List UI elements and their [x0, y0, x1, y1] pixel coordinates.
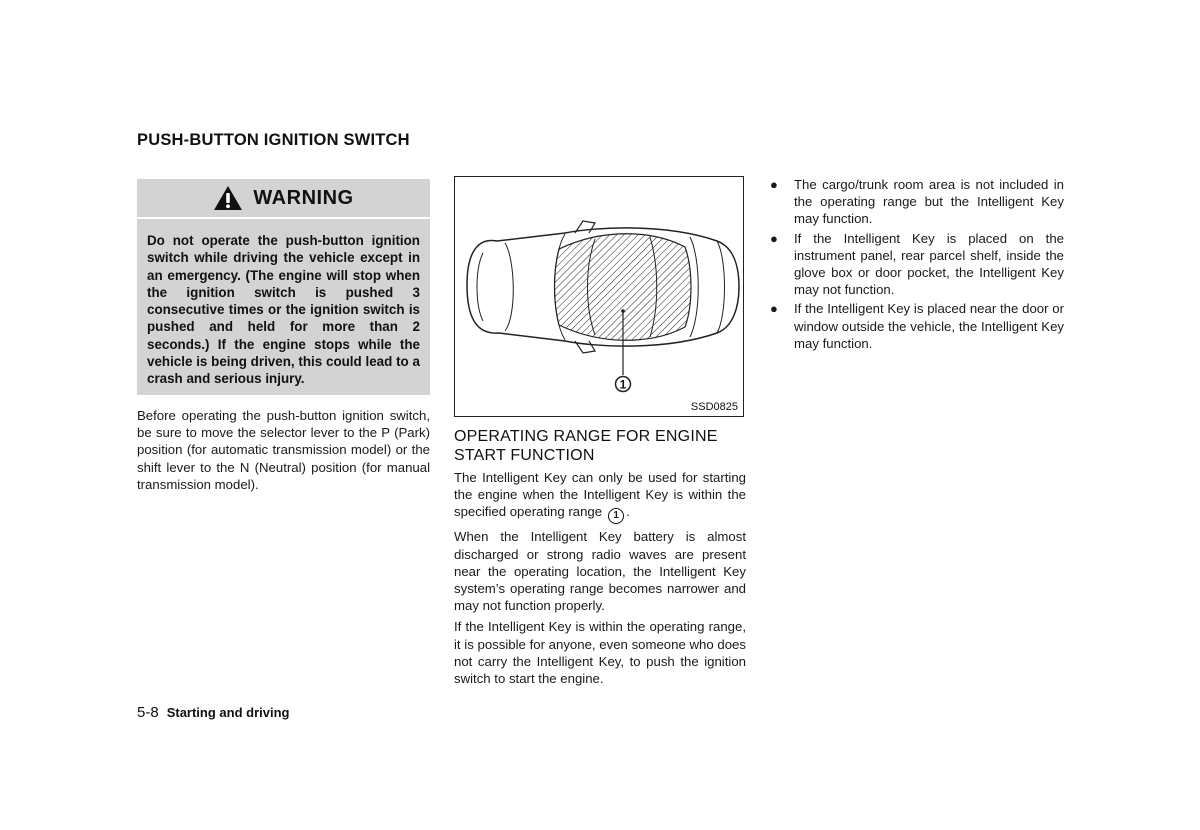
bullet-text: The cargo/trunk room area is not included in the operating range but the Intelligent Key may function. [794, 177, 1064, 227]
warning-box [137, 179, 430, 395]
bullet-text: If the Intelligent Key is placed on the instrument panel, rear parcel shelf, inside the glove box or door pocket, the Intelligent Key may not function. [794, 230, 1064, 298]
bullet-dot: ● [770, 230, 778, 246]
list-item [770, 300, 1064, 352]
bullet-dot: ● [770, 301, 778, 317]
warning-triangle-icon [213, 185, 243, 211]
bullet-list [770, 176, 1064, 354]
bullet-dot: ● [770, 177, 778, 192]
paragraph-1 [454, 469, 746, 524]
intro-paragraph: Before operating the push-button ignition switch, be sure to move the selector lever to the P (Park) position (for automatic transmission model) or the shift lever to the N (Neutral) position (for manual transmission model). [137, 408, 430, 492]
warning-text: Do not operate the push-button ignition switch while driving the vehicle except in an emergency. (The engine will stop when the ignition switch is pushed 3 consecutive times or the ignition switch is pushed and held for more than 2 seconds.) If the engine stops while the vehicle is being driven, this could lead to a crash and serious injury. [147, 233, 420, 387]
figure-callout-label: 1 [619, 377, 627, 392]
paragraph-3: If the Intelligent Key is within the operating range, it is possible for anyone, even someone who does not carry the Intelligent Key, to push the ignition switch to start the engine. [454, 619, 746, 687]
paragraph-2: When the Intelligent Key battery is almost discharged or strong radio waves are present near the operating location, the Intelligent Key system’s operating range becomes narrower and may not function properly. [454, 529, 746, 614]
list-item [770, 176, 1064, 228]
list-item [770, 230, 1064, 299]
car-top-view-illustration [455, 177, 742, 415]
operating-range-text [454, 469, 746, 691]
footer-section-name: Starting and driving [166, 705, 290, 720]
section-heading-line2: START FUNCTION [454, 446, 595, 464]
warning-title: WARNING [253, 186, 354, 209]
page-footer [137, 704, 289, 721]
page-title: PUSH-BUTTON IGNITION SWITCH [137, 131, 410, 149]
range-marker-icon: 1 [608, 508, 624, 524]
paragraph-1-text: The Intelligent Key can only be used for starting the engine when the Intelligent Key is within the specified operating range [454, 470, 746, 520]
section-heading-line1: OPERATING RANGE FOR ENGINE [454, 428, 718, 445]
section-heading [454, 428, 746, 465]
figure-code: SSD0825 [690, 401, 738, 413]
operating-range-figure [454, 176, 744, 417]
warning-header [137, 179, 430, 219]
paragraph-1-end: . [626, 504, 630, 520]
page-number: 5-8 [137, 704, 159, 721]
bullet-text: If the Intelligent Key is placed near the door or window outside the vehicle, the Intelligent Key may function. [794, 301, 1064, 351]
